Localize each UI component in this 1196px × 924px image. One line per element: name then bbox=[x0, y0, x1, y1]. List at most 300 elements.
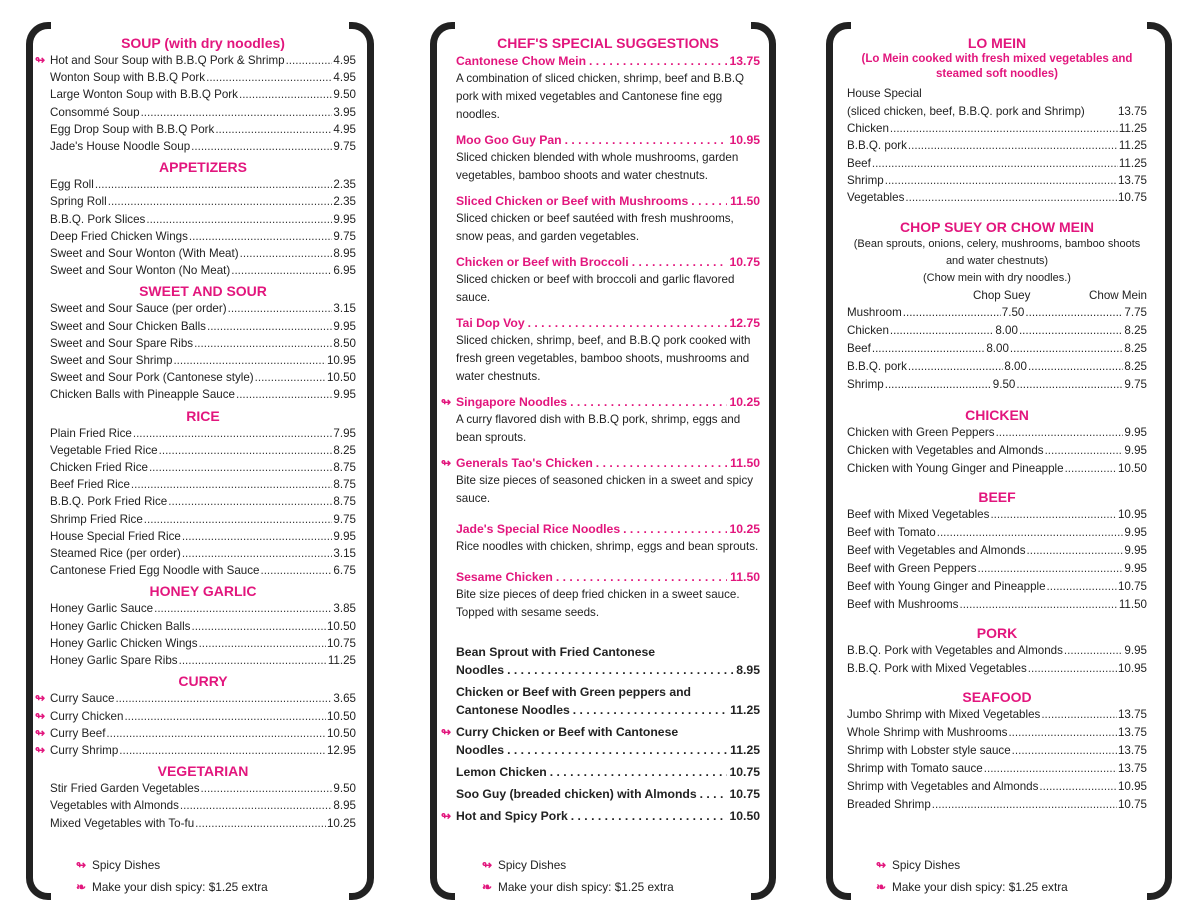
menu-item bbox=[50, 352, 356, 369]
section-title: SOUP (with dry noodles) bbox=[121, 35, 285, 51]
menu-item bbox=[50, 335, 356, 352]
item-name-line: ↬ Curry Chicken or Beef with Cantonese bbox=[441, 725, 679, 739]
menu-item bbox=[847, 706, 1147, 724]
item-price: 2.35 bbox=[333, 178, 356, 192]
dot-leader bbox=[571, 807, 727, 825]
item-name: Lemon Chicken bbox=[456, 765, 547, 779]
dot-leader bbox=[885, 172, 1117, 189]
item-name: Spring Roll bbox=[50, 195, 107, 209]
item-name: Sweet and Sour Spare Ribs bbox=[50, 336, 194, 350]
item-name: Beef Fried Rice bbox=[50, 478, 130, 492]
item-name: Chicken with Vegetables and Almonds bbox=[847, 444, 1044, 458]
item-price: 9.95 bbox=[333, 319, 356, 333]
item-name: (sliced chicken, beef, B.B.Q. pork and Shrimp) bbox=[847, 105, 1085, 118]
menu-item bbox=[847, 524, 1147, 542]
spicy-legend: Spicy Dishes bbox=[892, 858, 961, 872]
item-name-line bbox=[456, 741, 760, 759]
item-price: 13.75 bbox=[1117, 105, 1147, 118]
menu-item bbox=[50, 493, 356, 510]
dot-leader bbox=[507, 661, 733, 679]
dot-leader bbox=[565, 131, 727, 149]
item-name: Singapore Noodles bbox=[456, 395, 568, 409]
section-title: LO MEIN bbox=[967, 35, 1027, 51]
section-title: CHICKEN bbox=[965, 407, 1029, 424]
dot-leader bbox=[239, 86, 332, 103]
menu-item bbox=[50, 228, 356, 245]
menu-item bbox=[50, 300, 356, 317]
chef-item-header bbox=[441, 454, 760, 472]
panel-bracket-right bbox=[1147, 22, 1172, 900]
item-price: 10.95 bbox=[729, 133, 760, 147]
item-price: 11.50 bbox=[730, 456, 760, 470]
item-name: Curry Sauce bbox=[50, 692, 115, 706]
item-price: 3.15 bbox=[333, 302, 356, 316]
chef-item-header bbox=[456, 52, 760, 70]
item-name: Curry Beef bbox=[50, 726, 106, 740]
item-name-line bbox=[456, 701, 760, 719]
item-price: 9.50 bbox=[333, 88, 356, 102]
dot-leader bbox=[1047, 578, 1117, 596]
spacer bbox=[456, 629, 760, 643]
dot-leader bbox=[108, 193, 333, 210]
menu-item bbox=[50, 797, 356, 814]
item-name: Mushroom bbox=[847, 306, 902, 320]
dot-leader bbox=[215, 121, 332, 138]
item-price: 13.75 bbox=[729, 54, 760, 68]
left-menu-content bbox=[35, 34, 356, 832]
item-description: Sliced chicken, shrimp, beef, and B.B.Q pork cooked with fresh green vegetables, bamboo shoots, mushrooms and water chestnuts. bbox=[456, 334, 751, 383]
chef-special-content bbox=[441, 34, 760, 829]
dot-leader bbox=[179, 652, 327, 669]
dot-leader bbox=[1065, 460, 1117, 478]
menu-item bbox=[50, 386, 356, 403]
item-price: 10.50 bbox=[326, 371, 356, 385]
item-price: 10.75 bbox=[729, 255, 760, 269]
left-footer bbox=[70, 854, 268, 898]
chop-suey-row bbox=[847, 322, 1147, 340]
item-name-line: Chicken or Beef with Green peppers and bbox=[456, 685, 692, 699]
item-price: 6.75 bbox=[333, 564, 356, 578]
section-title: SEAFOOD bbox=[962, 689, 1032, 706]
item-name: Chicken with Green Peppers bbox=[847, 426, 995, 440]
dot-leader bbox=[1045, 442, 1124, 460]
item-price: 8.50 bbox=[333, 336, 356, 350]
chef-special-item bbox=[456, 568, 760, 622]
dot-leader bbox=[191, 618, 326, 635]
item-price: 10.75 bbox=[729, 765, 760, 779]
menu-item bbox=[50, 511, 356, 528]
dot-leader bbox=[908, 358, 1003, 376]
menu-item bbox=[847, 760, 1147, 778]
item-price: 11.25 bbox=[1118, 122, 1147, 136]
item-price: 10.50 bbox=[326, 709, 356, 723]
menu-item bbox=[847, 578, 1147, 596]
item-name: Moo Goo Guy Pan bbox=[456, 133, 562, 147]
dot-leader bbox=[890, 120, 1118, 137]
dot-leader bbox=[1027, 542, 1124, 560]
chop-suey-row bbox=[847, 376, 1147, 394]
item-name: Plain Fried Rice bbox=[50, 426, 132, 440]
dot-leader bbox=[1064, 642, 1124, 660]
item-description: Sliced chicken or beef with broccoli and garlic flavored sauce. bbox=[456, 273, 735, 304]
section-title: RICE bbox=[186, 407, 220, 424]
item-name: Tai Dop Voy bbox=[456, 316, 525, 330]
item-name-line: Bean Sprout with Fried Cantonese bbox=[456, 645, 656, 659]
dot-leader bbox=[885, 376, 992, 394]
chef-special-item bbox=[441, 454, 760, 508]
item-name: Breaded Shrimp bbox=[847, 798, 931, 812]
item-name: Beef with Mushrooms bbox=[847, 598, 959, 612]
dot-leader bbox=[182, 545, 333, 562]
menu-item bbox=[50, 545, 356, 562]
menu-item bbox=[456, 785, 760, 803]
item-name: Beef with Vegetables and Almonds bbox=[847, 544, 1026, 558]
chef-item-header bbox=[456, 520, 760, 538]
menu-item bbox=[50, 600, 356, 617]
dot-leader bbox=[255, 369, 326, 386]
item-name: Hot and Sour Soup with B.B.Q Pork & Shrimp bbox=[50, 54, 285, 67]
dot-leader bbox=[596, 454, 727, 472]
dot-leader bbox=[937, 524, 1124, 542]
dot-leader bbox=[1019, 322, 1123, 340]
item-price: 10.50 bbox=[729, 809, 760, 823]
chop-suey-row bbox=[847, 358, 1147, 376]
dot-leader bbox=[1008, 724, 1117, 742]
dot-leader bbox=[95, 176, 333, 193]
item-price: 8.00 bbox=[1004, 360, 1027, 374]
menu-item bbox=[50, 562, 356, 579]
dot-leader bbox=[182, 528, 333, 545]
menu-item bbox=[50, 635, 356, 652]
dot-leader bbox=[1025, 304, 1123, 322]
item-name: Steamed Rice (per order) bbox=[50, 547, 181, 561]
item-name: Hot and Spicy Pork bbox=[456, 809, 568, 823]
item-name: Honey Garlic Sauce bbox=[50, 602, 154, 616]
menu-item bbox=[35, 690, 356, 707]
item-price: 10.25 bbox=[729, 395, 760, 409]
item-name: Beef bbox=[847, 342, 871, 356]
item-price: 8.95 bbox=[736, 663, 760, 677]
middle-panel bbox=[430, 22, 776, 900]
dot-leader bbox=[228, 300, 333, 317]
chili-pepper-icon: ↬ bbox=[441, 456, 452, 470]
dot-leader bbox=[199, 635, 326, 652]
middle-footer bbox=[476, 854, 674, 898]
chop-suey-row bbox=[847, 340, 1147, 358]
house-special-detail bbox=[847, 103, 1147, 120]
dot-leader bbox=[1028, 358, 1123, 376]
chili-pepper-icon: ↬ bbox=[35, 742, 46, 757]
menu-item bbox=[50, 245, 356, 262]
dot-leader bbox=[700, 785, 727, 803]
dot-leader bbox=[106, 725, 326, 742]
item-description: A curry flavored dish with B.B.Q pork, shrimp, eggs and bean sprouts. bbox=[456, 413, 741, 444]
dot-leader bbox=[908, 137, 1118, 154]
item-name: Large Wonton Soup with B.B.Q Pork bbox=[50, 88, 238, 102]
column-header-chow-mein: Chow Mein bbox=[1089, 289, 1147, 303]
menu-item bbox=[847, 724, 1147, 742]
chili-pepper-icon: ❧ bbox=[876, 880, 886, 894]
dot-leader bbox=[570, 393, 726, 411]
dot-leader bbox=[236, 386, 332, 403]
section-title: BEEF bbox=[978, 489, 1016, 506]
chop-suey-row bbox=[847, 304, 1147, 322]
menu-item bbox=[847, 172, 1147, 189]
item-price: 9.50 bbox=[992, 378, 1016, 392]
item-price: 10.25 bbox=[326, 816, 356, 830]
item-price: 8.25 bbox=[1124, 360, 1147, 374]
item-name: Deep Fried Chicken Wings bbox=[50, 229, 188, 243]
item-price: 8.25 bbox=[333, 443, 356, 457]
item-name: B.B.Q. Pork Slices bbox=[50, 212, 146, 226]
dot-leader bbox=[990, 506, 1117, 524]
dot-leader bbox=[959, 596, 1117, 614]
dot-leader bbox=[1041, 706, 1117, 724]
item-price: 11.25 bbox=[1118, 156, 1147, 170]
section-title: APPETIZERS bbox=[159, 159, 247, 176]
column-header-chop-suey: Chop Suey bbox=[973, 289, 1031, 303]
chef-special-item bbox=[456, 52, 760, 124]
item-price: 10.75 bbox=[729, 787, 760, 801]
menu-item bbox=[50, 780, 356, 797]
item-name: B.B.Q. pork bbox=[847, 139, 907, 153]
item-name: House Special Fried Rice bbox=[50, 529, 181, 543]
item-price: 8.00 bbox=[995, 324, 1018, 338]
menu-item bbox=[35, 52, 356, 69]
menu-item bbox=[50, 815, 356, 832]
dot-leader bbox=[996, 424, 1124, 442]
right-panel bbox=[826, 22, 1172, 900]
item-name: B.B.Q. Pork with Mixed Vegetables bbox=[847, 662, 1027, 676]
item-price: 10.50 bbox=[326, 726, 356, 740]
dot-leader bbox=[978, 560, 1124, 578]
dot-leader bbox=[932, 796, 1117, 814]
spicy-legend: Spicy Dishes bbox=[92, 858, 161, 872]
menu-item bbox=[35, 725, 356, 742]
item-name: B.B.Q. Pork Fried Rice bbox=[50, 495, 168, 509]
extra-spicy-note: Make your dish spicy: $1.25 extra bbox=[892, 880, 1068, 894]
item-price: 4.95 bbox=[333, 122, 356, 136]
dot-leader bbox=[872, 340, 985, 358]
dot-leader bbox=[1010, 340, 1123, 358]
item-name: Sweet and Sour Chicken Balls bbox=[50, 319, 206, 333]
item-price: 11.50 bbox=[1118, 598, 1147, 612]
dot-leader bbox=[905, 189, 1117, 206]
item-price: 3.85 bbox=[333, 602, 356, 616]
column-headers bbox=[847, 287, 1147, 304]
chef-special-item bbox=[456, 192, 760, 246]
dot-leader bbox=[206, 69, 332, 86]
item-name: Shrimp with Vegetables and Almonds bbox=[847, 780, 1039, 794]
menu-item bbox=[50, 211, 356, 228]
item-name: Consommé Soup bbox=[50, 105, 140, 119]
item-name: Honey Garlic Spare Ribs bbox=[50, 654, 178, 668]
item-price: 8.25 bbox=[1124, 342, 1147, 356]
item-name: Stir Fried Garden Vegetables bbox=[50, 782, 200, 796]
dot-leader bbox=[133, 425, 333, 442]
menu-item bbox=[50, 618, 356, 635]
item-name: Jumbo Shrimp with Mixed Vegetables bbox=[847, 708, 1041, 722]
item-price: 9.75 bbox=[333, 512, 356, 526]
item-price: 9.95 bbox=[333, 212, 356, 226]
menu-item bbox=[50, 104, 356, 121]
chef-item-header bbox=[456, 568, 760, 586]
menu-item bbox=[847, 155, 1147, 172]
item-name: Beef with Green Peppers bbox=[847, 562, 977, 576]
chili-pepper-icon: ↬ bbox=[482, 858, 492, 872]
item-name: Chicken with Young Ginger and Pineapple bbox=[847, 462, 1064, 476]
item-name: Noodles bbox=[456, 663, 505, 677]
chili-pepper-icon: ↬ bbox=[441, 809, 452, 823]
dot-leader bbox=[1012, 742, 1117, 760]
item-price: 9.95 bbox=[1124, 444, 1147, 458]
item-description: Sliced chicken blended with whole mushrooms, garden vegetables, bamboo shoots and water chestnuts. bbox=[456, 151, 739, 182]
item-name: Chicken or Beef with Broccoli bbox=[456, 255, 629, 269]
dot-leader bbox=[149, 459, 332, 476]
item-price: 13.75 bbox=[1117, 708, 1147, 722]
dot-leader bbox=[550, 763, 727, 781]
dot-leader bbox=[119, 742, 326, 759]
section-subtitle: (Lo Mein cooked with fresh mixed vegetables and steamed soft noodles) bbox=[861, 53, 1133, 80]
item-description: Bite size pieces of seasoned chicken in a sweet and spicy sauce. bbox=[456, 474, 754, 505]
item-price: 8.25 bbox=[1124, 324, 1147, 338]
menu-item bbox=[50, 369, 356, 386]
menu-item bbox=[847, 796, 1147, 814]
house-special-label: House Special bbox=[847, 87, 922, 100]
dot-leader bbox=[903, 304, 1001, 322]
item-price: 6.95 bbox=[333, 264, 356, 278]
item-name: Shrimp with Lobster style sauce bbox=[847, 744, 1011, 758]
menu-item bbox=[847, 542, 1147, 560]
menu-item bbox=[847, 660, 1147, 678]
dot-leader bbox=[173, 352, 326, 369]
dot-leader bbox=[589, 52, 726, 70]
section-note: (Bean sprouts, onions, celery, mushrooms, bamboo shoots and water chestnuts) bbox=[853, 238, 1141, 268]
item-price: 9.95 bbox=[1124, 562, 1147, 576]
item-name: Shrimp Fried Rice bbox=[50, 512, 143, 526]
dot-leader bbox=[180, 797, 333, 814]
chili-pepper-icon: ❧ bbox=[482, 880, 492, 894]
item-price: 13.75 bbox=[1117, 762, 1147, 776]
noodle-item bbox=[456, 643, 760, 679]
menu-item bbox=[50, 318, 356, 335]
dot-leader bbox=[189, 228, 333, 245]
item-name: Noodles bbox=[456, 743, 505, 757]
chef-special-item bbox=[441, 393, 760, 447]
item-price: 9.95 bbox=[1124, 526, 1147, 540]
menu-item bbox=[847, 137, 1147, 154]
section-note: (Chow mein with dry noodles.) bbox=[923, 272, 1071, 285]
item-price: 10.75 bbox=[1117, 580, 1147, 594]
item-name: Chicken bbox=[847, 122, 889, 136]
item-name: Sweet and Sour Sauce (per order) bbox=[50, 302, 227, 316]
dot-leader bbox=[207, 318, 332, 335]
item-price: 7.75 bbox=[1124, 306, 1147, 320]
item-price: 11.25 bbox=[1118, 139, 1147, 153]
chef-special-item bbox=[456, 314, 760, 386]
item-price: 9.95 bbox=[333, 529, 356, 543]
dot-leader bbox=[124, 708, 326, 725]
item-price: 2.35 bbox=[333, 195, 356, 209]
item-name: Jade's Special Rice Noodles bbox=[456, 522, 621, 536]
item-price: 7.50 bbox=[1001, 306, 1025, 320]
menu-item bbox=[50, 193, 356, 210]
menu-item bbox=[50, 425, 356, 442]
item-price: 10.95 bbox=[1117, 508, 1147, 522]
item-name: Beef bbox=[847, 156, 871, 170]
item-name: Beef with Young Ginger and Pineapple bbox=[847, 580, 1046, 594]
item-price: 11.25 bbox=[730, 703, 760, 717]
item-name: Sliced Chicken or Beef with Mushrooms bbox=[456, 194, 689, 208]
item-price: 10.25 bbox=[729, 522, 760, 536]
menu-item bbox=[847, 642, 1147, 660]
dot-leader bbox=[146, 211, 332, 228]
menu-item bbox=[847, 189, 1147, 206]
chili-pepper-icon: ↬ bbox=[876, 858, 886, 872]
item-price: 10.95 bbox=[326, 354, 356, 368]
menu-item bbox=[35, 708, 356, 725]
dot-leader bbox=[1028, 660, 1117, 678]
item-name: Beef with Mixed Vegetables bbox=[847, 508, 990, 522]
item-price: 8.75 bbox=[333, 461, 356, 475]
section-title: CHEF'S SPECIAL SUGGESTIONS bbox=[497, 35, 719, 51]
item-name: Sweet and Sour Shrimp bbox=[50, 354, 173, 368]
item-price: 8.95 bbox=[333, 799, 356, 813]
dot-leader bbox=[1039, 778, 1117, 796]
menu-item bbox=[50, 262, 356, 279]
item-price: 8.75 bbox=[333, 478, 356, 492]
item-price: 9.50 bbox=[333, 782, 356, 796]
item-name: Shrimp bbox=[847, 173, 884, 187]
menu-item bbox=[847, 424, 1147, 442]
item-price: 9.75 bbox=[333, 229, 356, 243]
item-price: 4.95 bbox=[333, 54, 356, 67]
menu-item bbox=[50, 442, 356, 459]
item-price: 13.75 bbox=[1117, 726, 1147, 740]
dot-leader bbox=[144, 511, 333, 528]
dot-leader bbox=[131, 476, 333, 493]
menu-item bbox=[847, 460, 1147, 478]
extra-spicy-note: Make your dish spicy: $1.25 extra bbox=[498, 880, 674, 894]
section-title: PORK bbox=[976, 625, 1018, 642]
dot-leader bbox=[872, 155, 1118, 172]
spicy-legend: Spicy Dishes bbox=[498, 858, 567, 872]
item-name: Jade's House Noodle Soup bbox=[50, 140, 191, 154]
item-price: 12.75 bbox=[729, 316, 760, 330]
item-name: Chicken Fried Rice bbox=[50, 461, 148, 475]
item-price: 3.15 bbox=[333, 547, 356, 561]
item-name: Soo Guy (breaded chicken) with Almonds bbox=[456, 787, 697, 801]
menu-item bbox=[847, 120, 1147, 137]
dot-leader bbox=[1016, 376, 1123, 394]
right-footer bbox=[870, 854, 1068, 898]
item-price: 12.95 bbox=[326, 743, 356, 757]
dot-leader bbox=[154, 600, 332, 617]
item-name: Sweet and Sour Pork (Cantonese style) bbox=[50, 371, 254, 385]
chef-item-header bbox=[456, 131, 760, 149]
chili-pepper-icon: ↬ bbox=[35, 53, 46, 67]
item-description: Rice noodles with chicken, shrimp, eggs and bean sprouts. bbox=[456, 540, 759, 553]
chef-special-item bbox=[456, 131, 760, 185]
menu-item bbox=[50, 121, 356, 138]
dot-leader bbox=[286, 52, 333, 69]
dot-leader bbox=[194, 335, 332, 352]
menu-item bbox=[847, 778, 1147, 796]
dot-leader bbox=[632, 253, 727, 271]
item-price: 11.50 bbox=[730, 194, 760, 208]
item-name: B.B.Q. pork bbox=[847, 360, 907, 374]
menu-item bbox=[847, 596, 1147, 614]
